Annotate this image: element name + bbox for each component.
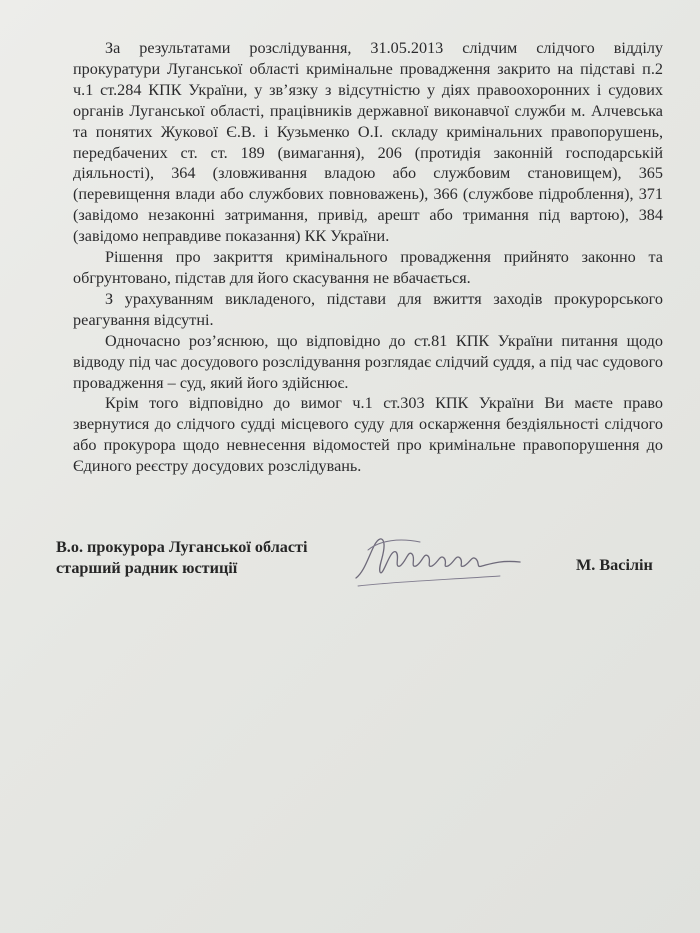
signatory-rank: старший радник юстиції [56,559,238,577]
paragraph-investigation-result: За результатами розслідування, 31.05.2013 слідчим слідчого відділу прокуратури Луганської області кримінальне провадження закрито на підставі п.2 ч.1 ст.284 КПК України, у зв’язку з відсутністю у діях правоохоронних і судових органів Луганської області, працівників державної виконавчої служби м. Алчевська та понятих Жукової Є.В. і Кузьменко О.І. складу кримінальних правопорушень, передбачених ст. ст. 189 (вимагання), 206 (протидія законній господарській діяльності), 364 (зловживання владою або службовим становищем), 365 (перевищення влади або службових повноважень), 366 (службове підроблення), 371 (завідомо незаконні затримання, привід, арешт або тримання під вартою), 384 (завідомо неправдиве показання) КК України. [73,39,663,246]
paragraph-decision-lawful: Рішення про закриття кримінального провадження прийнято законно та обгрунтовано, підстав для його скасування не вбачається. [73,248,663,287]
handwritten-signature [350,528,530,598]
paragraph-recusal-explanation: Одночасно роз’яснюю, що відповідно до ст.81 КПК України питання щодо відводу під час досудового розслідування розглядає слідчий суддя, а під час судового провадження – суд, який його здійснює. [73,331,663,392]
paragraph-no-grounds: З урахуванням викладеного, підстави для вжиття заходів прокурорського реагування відсутні. [73,289,663,329]
paragraph-right-to-appeal: Крім того відповідно до вимог ч.1 ст.303 КПК України Ви маєте право звернутися до слідчого судді місцевого суду для оскарження бездіяльності слідчого або прокурора щодо невнесення відомостей про кримінальне правопорушення до Єдиного реєстру досудових розслідувань. [73,394,663,476]
signatory-position [56,537,616,579]
letter-body [73,38,663,477]
signatory-title: В.о. прокурора Луганської області [56,538,308,556]
signatory-name: М. Васілін [576,556,653,574]
